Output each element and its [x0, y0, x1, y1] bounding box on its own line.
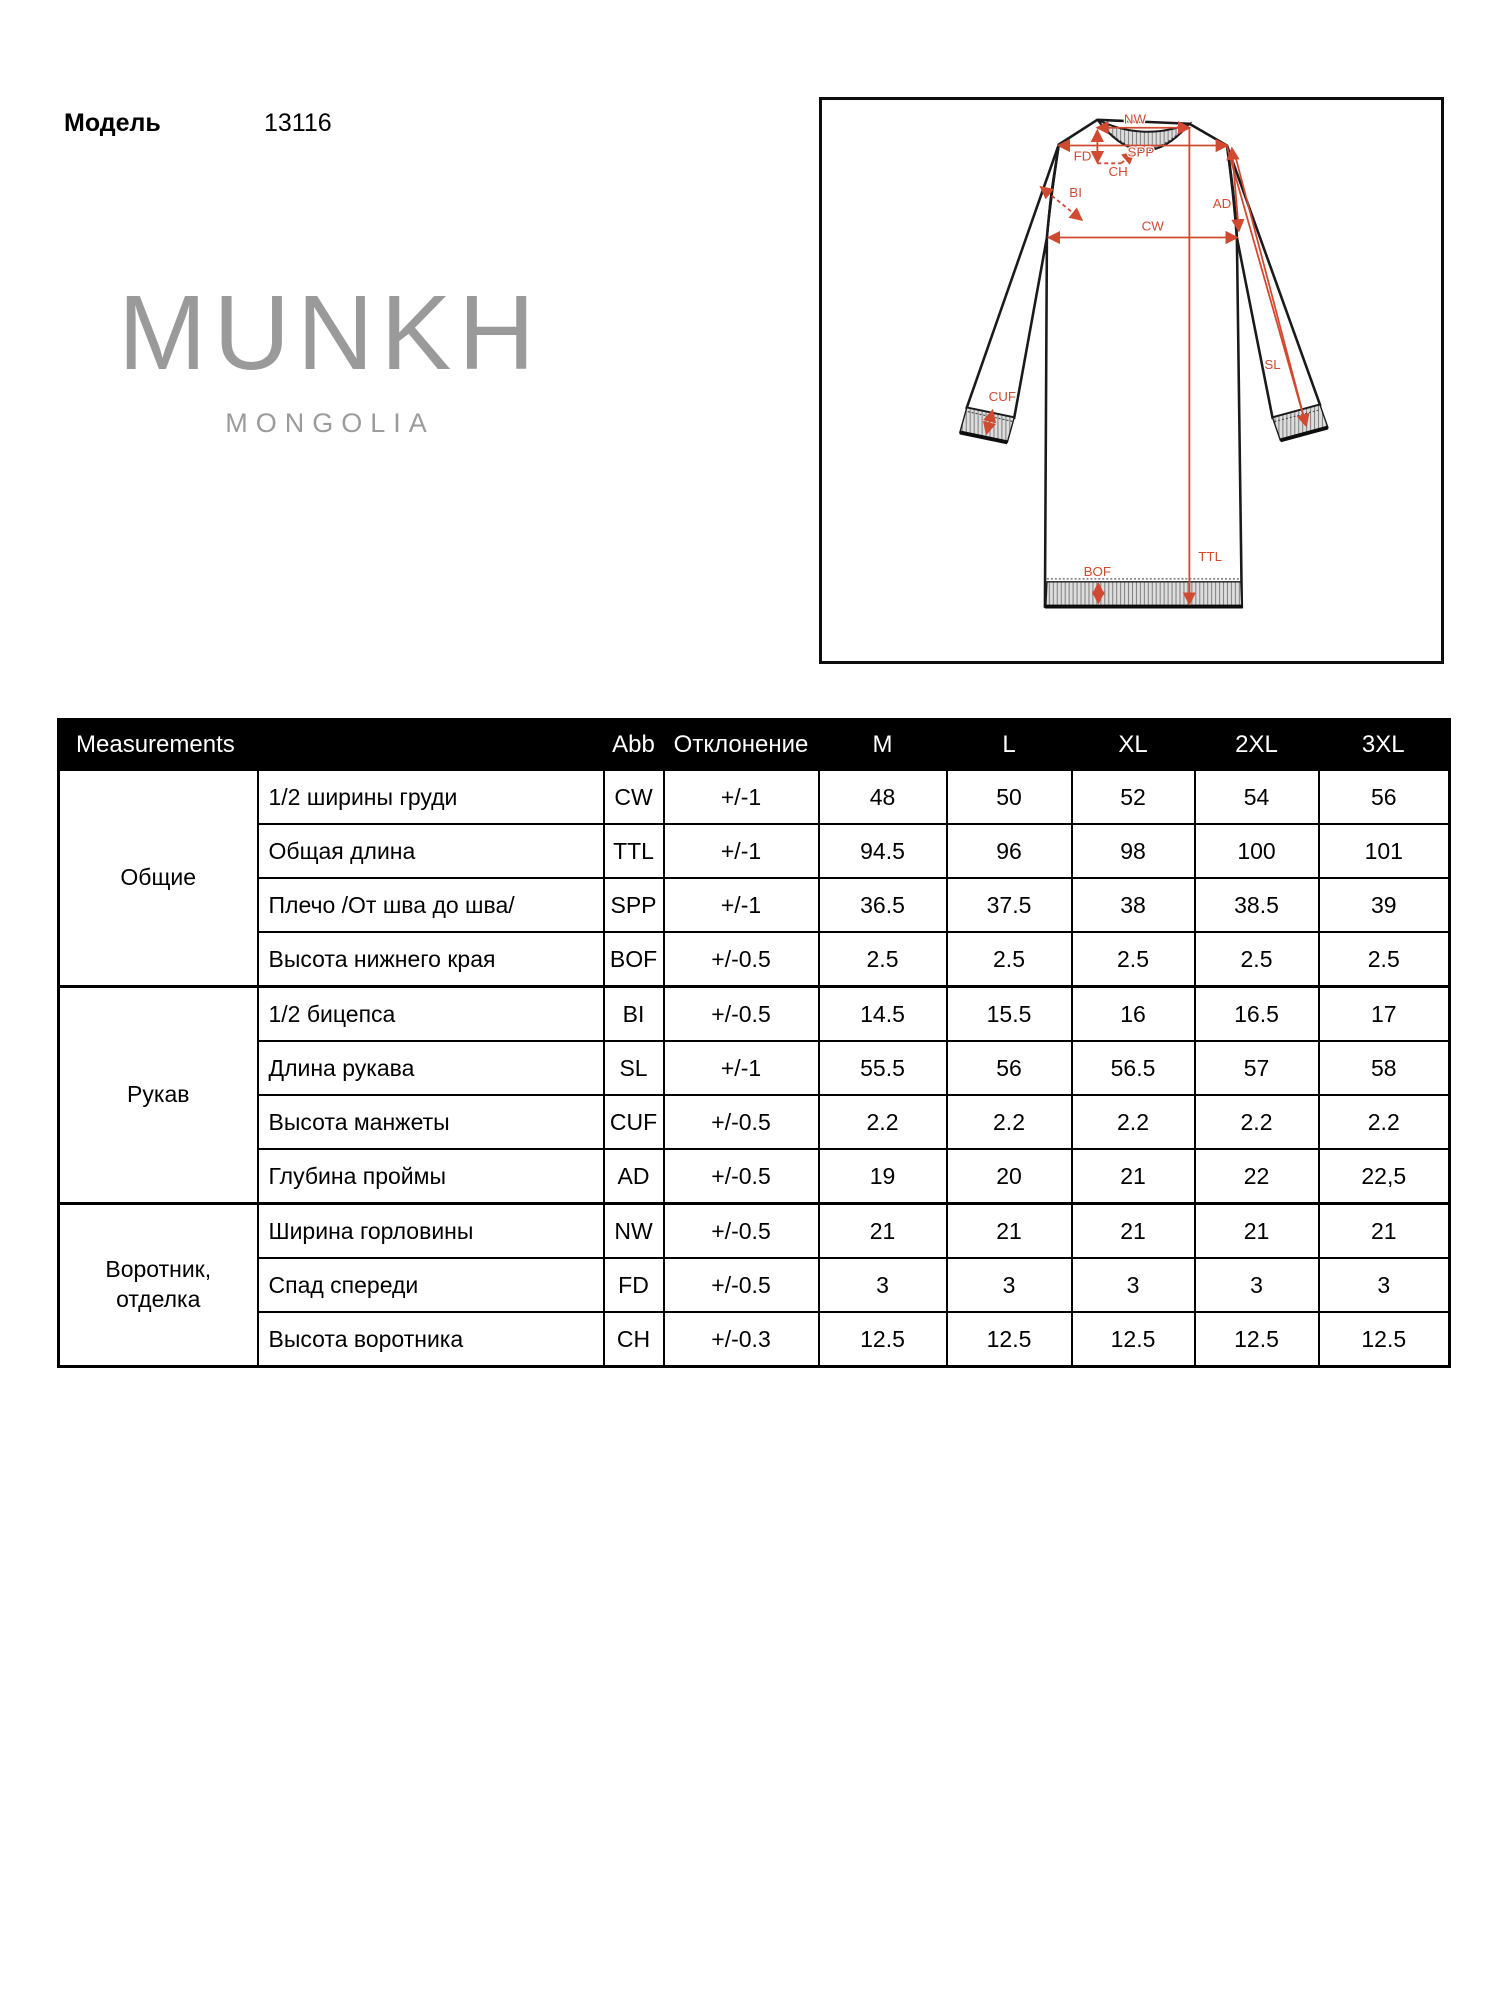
size-value: 98 — [1072, 824, 1195, 878]
size-value: 2.2 — [947, 1095, 1072, 1149]
brand-name: MUNKH — [118, 274, 542, 392]
measurement-name: Высота воротника — [258, 1312, 604, 1367]
size-value: 56.5 — [1072, 1041, 1195, 1095]
deviation-value: +/-0.5 — [664, 1149, 819, 1204]
size-value: 2.5 — [1072, 932, 1195, 987]
table-row — [59, 1258, 1450, 1312]
deviation-value: +/-0.5 — [664, 1258, 819, 1312]
abb-value: NW — [604, 1204, 664, 1259]
size-value: 2.5 — [819, 932, 947, 987]
abb-value: FD — [604, 1258, 664, 1312]
deviation-value: +/-1 — [664, 1041, 819, 1095]
size-table — [57, 718, 1451, 1368]
measurement-name: 1/2 ширины груди — [258, 770, 604, 825]
model-number: 13116 — [264, 109, 332, 137]
size-value: 21 — [1195, 1204, 1319, 1259]
sl-label: SL — [1264, 357, 1281, 373]
deviation-value: +/-1 — [664, 824, 819, 878]
ttl-label: TTL — [1198, 549, 1223, 565]
size-value: 38.5 — [1195, 878, 1319, 932]
table-row — [59, 932, 1450, 987]
size-value: 2.2 — [819, 1095, 947, 1149]
abb-value: CH — [604, 1312, 664, 1367]
abb-value: CW — [604, 770, 664, 825]
size-value: 57 — [1195, 1041, 1319, 1095]
size-value: 56 — [1319, 770, 1450, 825]
right-sleeve — [1227, 146, 1320, 418]
abb-value: SL — [604, 1041, 664, 1095]
size-value: 3 — [1072, 1258, 1195, 1312]
size-value: 54 — [1195, 770, 1319, 825]
size-value: 100 — [1195, 824, 1319, 878]
size-value: 12.5 — [947, 1312, 1072, 1367]
garment-diagram — [819, 97, 1444, 664]
size-value: 21 — [819, 1204, 947, 1259]
bof-label: BOF — [1083, 563, 1112, 579]
deviation-value: +/-0.5 — [664, 932, 819, 987]
table-row — [59, 1095, 1450, 1149]
measurement-name: Общая длина — [258, 824, 604, 878]
size-value: 50 — [947, 770, 1072, 825]
abb-value: TTL — [604, 824, 664, 878]
table-row — [59, 1312, 1450, 1367]
garment-sketch — [822, 100, 1441, 661]
col-header-measurements: Measurements — [59, 720, 604, 770]
group-label: Рукав — [59, 987, 258, 1204]
size-value: 22 — [1195, 1149, 1319, 1204]
size-value: 101 — [1319, 824, 1450, 878]
size-value: 2.2 — [1319, 1095, 1450, 1149]
measurement-name: Высота манжеты — [258, 1095, 604, 1149]
table-row — [59, 878, 1450, 932]
ad-label: AD — [1212, 195, 1232, 211]
brand-logo — [100, 274, 560, 439]
model-label: Модель — [64, 109, 161, 137]
size-value: 94.5 — [819, 824, 947, 878]
size-value: 12.5 — [1195, 1312, 1319, 1367]
size-value: 2.2 — [1072, 1095, 1195, 1149]
size-value: 2.5 — [1319, 932, 1450, 987]
cw-label: CW — [1141, 218, 1164, 234]
col-header-size: XL — [1072, 720, 1195, 770]
nw-label: NW — [1123, 111, 1147, 127]
size-value: 2.2 — [1195, 1095, 1319, 1149]
abb-value: BI — [604, 987, 664, 1042]
size-value: 12.5 — [1319, 1312, 1450, 1367]
group-label: Воротник, отделка — [59, 1204, 258, 1367]
size-value: 16.5 — [1195, 987, 1319, 1042]
size-value: 38 — [1072, 878, 1195, 932]
deviation-value: +/-0.5 — [664, 987, 819, 1042]
size-value: 55.5 — [819, 1041, 947, 1095]
size-table-body — [59, 770, 1450, 1367]
size-value: 3 — [819, 1258, 947, 1312]
col-header-size: L — [947, 720, 1072, 770]
size-value: 3 — [1319, 1258, 1450, 1312]
measurement-name: Длина рукава — [258, 1041, 604, 1095]
brand-subtitle: MONGOLIA — [225, 408, 435, 438]
ch-label: CH — [1108, 164, 1128, 180]
table-row — [59, 1149, 1450, 1204]
deviation-value: +/-1 — [664, 770, 819, 825]
size-value: 21 — [947, 1204, 1072, 1259]
size-value: 19 — [819, 1149, 947, 1204]
table-row — [59, 1204, 1450, 1259]
hem-rib-band — [1046, 582, 1242, 606]
model-header — [64, 108, 332, 138]
table-row — [59, 824, 1450, 878]
deviation-value: +/-0.5 — [664, 1095, 819, 1149]
table-row — [59, 987, 1450, 1042]
deviation-value: +/-0.5 — [664, 1204, 819, 1259]
size-value: 52 — [1072, 770, 1195, 825]
size-value: 3 — [1195, 1258, 1319, 1312]
col-header-deviation: Отклонение — [664, 720, 819, 770]
size-value: 48 — [819, 770, 947, 825]
group-label: Общие — [59, 770, 258, 987]
col-header-size: 2XL — [1195, 720, 1319, 770]
size-value: 39 — [1319, 878, 1450, 932]
size-value: 37.5 — [947, 878, 1072, 932]
measurement-name: Плечо /От шва до шва/ — [258, 878, 604, 932]
table-row — [59, 1041, 1450, 1095]
size-value: 56 — [947, 1041, 1072, 1095]
size-value: 36.5 — [819, 878, 947, 932]
abb-value: BOF — [604, 932, 664, 987]
measurement-name: Высота нижнего края — [258, 932, 604, 987]
size-value: 96 — [947, 824, 1072, 878]
size-value: 21 — [1072, 1204, 1195, 1259]
measurement-name: Глубина проймы — [258, 1149, 604, 1204]
deviation-value: +/-1 — [664, 878, 819, 932]
table-row — [59, 770, 1450, 825]
size-value: 20 — [947, 1149, 1072, 1204]
size-value: 3 — [947, 1258, 1072, 1312]
col-header-size: 3XL — [1319, 720, 1450, 770]
size-value: 14.5 — [819, 987, 947, 1042]
col-header-size: M — [819, 720, 947, 770]
size-value: 12.5 — [819, 1312, 947, 1367]
table-header-row — [59, 720, 1450, 770]
size-value: 2.5 — [1195, 932, 1319, 987]
size-value: 2.5 — [947, 932, 1072, 987]
size-value: 17 — [1319, 987, 1450, 1042]
abb-value: AD — [604, 1149, 664, 1204]
cuf-label: CUF — [988, 388, 1017, 404]
abb-value: SPP — [604, 878, 664, 932]
size-value: 16 — [1072, 987, 1195, 1042]
deviation-value: +/-0.3 — [664, 1312, 819, 1367]
fd-label: FD — [1073, 148, 1092, 164]
spp-label: SPP — [1127, 144, 1155, 160]
bi-label: BI — [1069, 184, 1082, 200]
measurement-name: Ширина горловины — [258, 1204, 604, 1259]
measurement-name: 1/2 бицепса — [258, 987, 604, 1042]
size-value: 22,5 — [1319, 1149, 1450, 1204]
size-value: 21 — [1319, 1204, 1450, 1259]
size-value: 58 — [1319, 1041, 1450, 1095]
size-value: 15.5 — [947, 987, 1072, 1042]
size-value: 21 — [1072, 1149, 1195, 1204]
col-header-abb: Abb — [604, 720, 664, 770]
abb-value: CUF — [604, 1095, 664, 1149]
size-value: 12.5 — [1072, 1312, 1195, 1367]
measurement-name: Спад спереди — [258, 1258, 604, 1312]
